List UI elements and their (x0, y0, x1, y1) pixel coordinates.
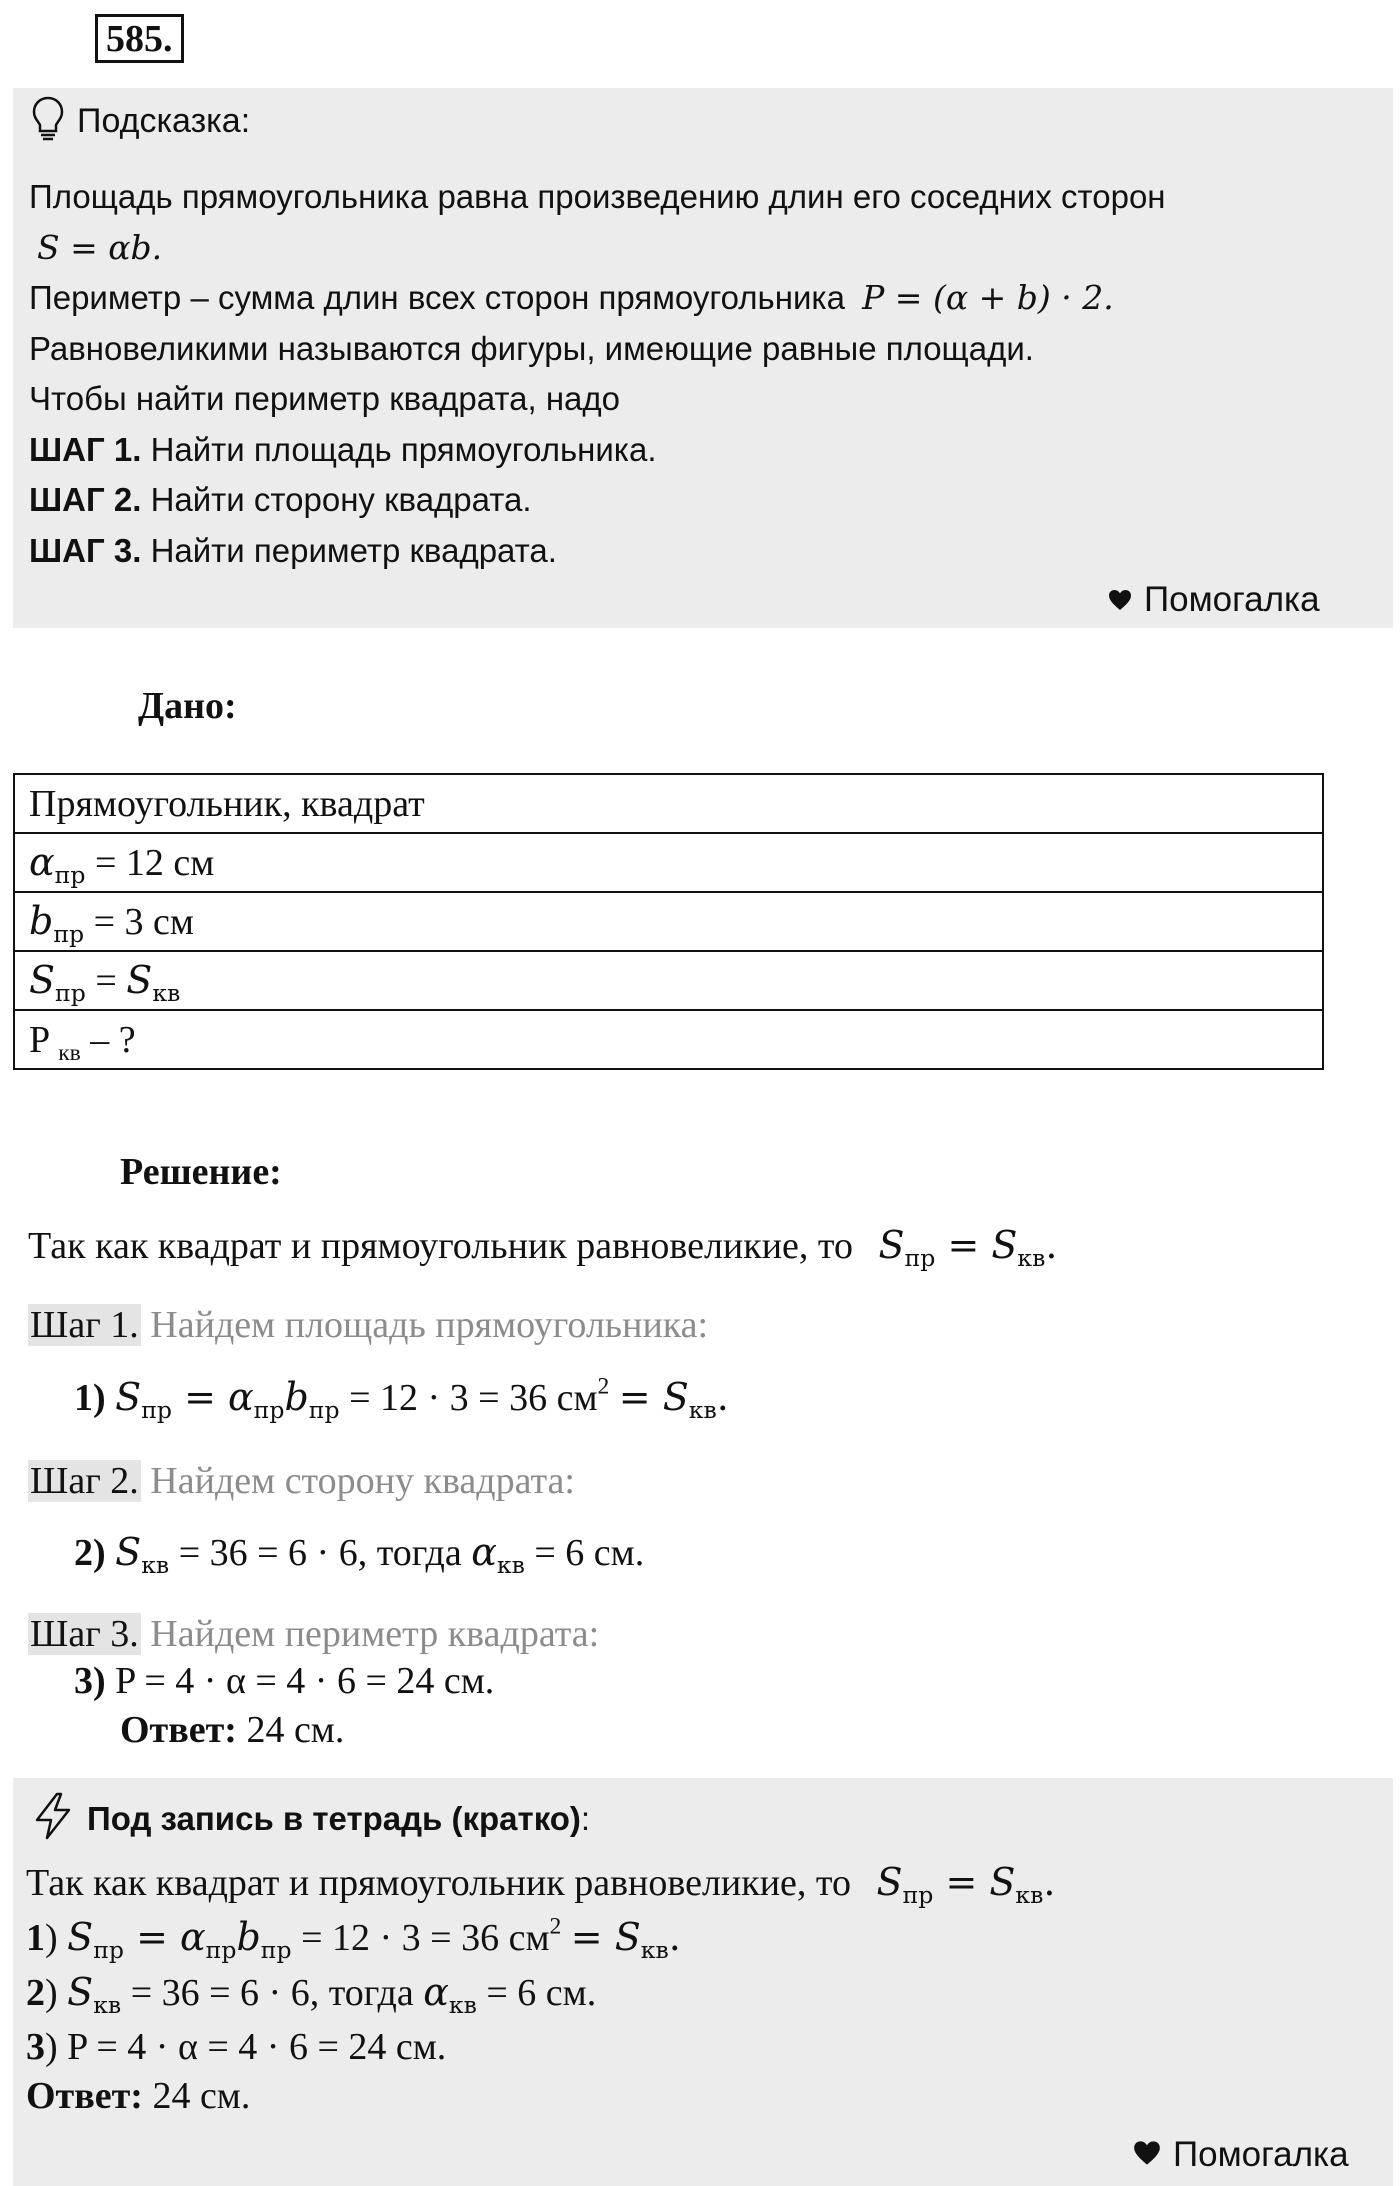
notebook-line: 2) $S_{кв} = 36 = 6 \cdot 6$, тогда $\alpha_{кв} = 6$ см. (26, 1970, 597, 2020)
solution-step (28, 1459, 575, 1503)
lightning-icon (31, 1792, 75, 1845)
hint-step (29, 526, 1379, 577)
given-table (13, 773, 1324, 1070)
hint-line: Площадь прямоугольника равна произведению длин его соседних сторон (29, 178, 1166, 215)
brand-label: Помогалка (1144, 580, 1320, 619)
hint-line: Равновеликими называются фигуры, имеющие равные площади. (29, 329, 1034, 367)
solution-answer (120, 1708, 344, 1752)
brand-label: Помогалка (1173, 2135, 1349, 2174)
hint-step-text: Найти сторону квадрата. (150, 481, 532, 518)
given-title: Дано: (138, 685, 237, 727)
given-question: – ? (90, 1018, 136, 1061)
solution-intro: Так как квадрат и прямоугольник равновеликие, то $S_{пр} = S_{кв}$. (28, 1223, 1058, 1273)
item-number: 1 (26, 1917, 45, 1959)
hint-line (29, 273, 1379, 324)
notebook-intro-text: Так как квадрат и прямоугольник равновеликие, то (26, 1862, 852, 1904)
item-end: = 6 см. (534, 1532, 645, 1574)
item-number: 2) (74, 1532, 106, 1574)
item-end: = 6 см. (486, 1972, 597, 2014)
solution-item (74, 1659, 494, 1703)
notebook-line: 1) $S_{пр} = \alpha_{пр}b_{пр} = 12 \cdot 3 = 36$ $см^2 = S_{кв}$. (26, 1913, 681, 1965)
given-row (14, 1010, 1323, 1069)
step-text: Найдем площадь прямоугольника: (150, 1304, 709, 1346)
given-cell: Прямоугольник, квадрат (14, 774, 1323, 833)
hint-box (13, 88, 1393, 628)
item-formula: = 36 = 6 · 6, (178, 1532, 368, 1574)
hint-line: Чтобы найти периметр квадрата, надо (29, 380, 621, 417)
hint-step-text: Найти площадь прямоугольника. (150, 430, 657, 468)
hint-step-label: ШАГ 1. (29, 430, 142, 468)
hint-step-label: ШАГ 2. (29, 481, 142, 518)
step-label: Шаг 1. (30, 1304, 139, 1346)
answer-value: 24 см. (152, 2075, 251, 2117)
hint-step-text: Найти периметр квадрата. (150, 531, 557, 569)
item-formula: = 36 = 6 · 6, (130, 1972, 320, 2014)
step-label: Шаг 3. (30, 1613, 139, 1655)
given-cell: $\alpha_{пр} = 12$ см (14, 833, 1323, 892)
step-text: Найдем сторону квадрата: (150, 1460, 575, 1502)
brand (1133, 2135, 1349, 2175)
hint-step (29, 475, 1379, 526)
given-cell: $b_{пр} = 3$ см (14, 892, 1323, 951)
hint-step-label: ШАГ 3. (29, 531, 142, 569)
item-formula: P = 4 · α = 4 · 6 = 24 см. (67, 2026, 447, 2068)
item-formula: = 12 · 3 = 36 см (349, 1377, 598, 1419)
given-value: = 12 см (94, 842, 215, 884)
solution-item: 1) $S_{пр} = \alpha_{пр}b_{пр} = 12 \cdot 3 = 36$ $см^2 = S_{кв}$. (74, 1373, 729, 1425)
step-text: Найдем периметр квадрата: (150, 1613, 600, 1655)
hint-perimeter-text: Периметр – сумма длин всех сторон прямоугольника (29, 279, 845, 316)
given-row (14, 892, 1323, 951)
given-row (14, 951, 1323, 1010)
notebook-line: 3) P = 4 · α = 4 · 6 = 24 см. (26, 2026, 447, 2068)
hint-formula-area: S = αb. (37, 227, 163, 267)
notebook-header (31, 1792, 590, 1845)
item-then: тогда (328, 1972, 414, 2014)
solution-item: 2) $S_{кв} = 36 = 6 \cdot 6$, тогда $\alpha_{кв} = 6$ см. (74, 1530, 645, 1580)
solution-step (28, 1612, 599, 1656)
item-number: 3 (26, 2026, 45, 2068)
given-value: = 3 см (93, 901, 194, 943)
hint-formula-perimeter: P = (α + b) · 2. (862, 278, 1114, 317)
solution-step (28, 1303, 708, 1347)
item-formula: = 12 · 3 = 36 см (301, 1917, 550, 1959)
solution-title: Решение: (120, 1151, 282, 1193)
answer-label: Ответ: (120, 1709, 237, 1751)
item-number: 3) (74, 1660, 106, 1702)
item-formula: P = 4 · α = 4 · 6 = 24 см. (115, 1660, 495, 1702)
notebook-answer (26, 2074, 250, 2118)
lightbulb-icon (31, 95, 65, 148)
heart-icon (1108, 580, 1132, 620)
answer-label: Ответ: (26, 2075, 143, 2117)
task-number: 585. (95, 14, 184, 63)
item-number: 2 (26, 1972, 45, 2014)
answer-value: 24 см. (246, 1709, 345, 1751)
given-cell: P $_{кв}$ – ? (14, 1010, 1323, 1069)
step-label: Шаг 2. (30, 1460, 139, 1502)
notebook-line: Так как квадрат и прямоугольник равновеликие, то $S_{пр} = S_{кв}$. (26, 1860, 1056, 1910)
hint-title: Подсказка: (77, 101, 251, 140)
item-number: 1) (74, 1377, 106, 1419)
given-row (14, 833, 1323, 892)
notebook-title: Под запись в тетрадь (кратко) (87, 1799, 581, 1837)
notebook-box (13, 1778, 1393, 2186)
given-cell: $S_{пр} = S_{кв}$ (14, 951, 1323, 1010)
hint-body (29, 172, 1379, 576)
brand (1108, 580, 1320, 620)
hint-step (29, 425, 1379, 476)
item-then: тогда (376, 1532, 462, 1574)
heart-icon (1133, 2135, 1161, 2175)
hint-header (31, 96, 250, 146)
given-row (14, 774, 1323, 833)
notebook-title-colon: : (580, 1799, 591, 1837)
solution-intro-text: Так как квадрат и прямоугольник равновеликие, то (28, 1225, 854, 1267)
